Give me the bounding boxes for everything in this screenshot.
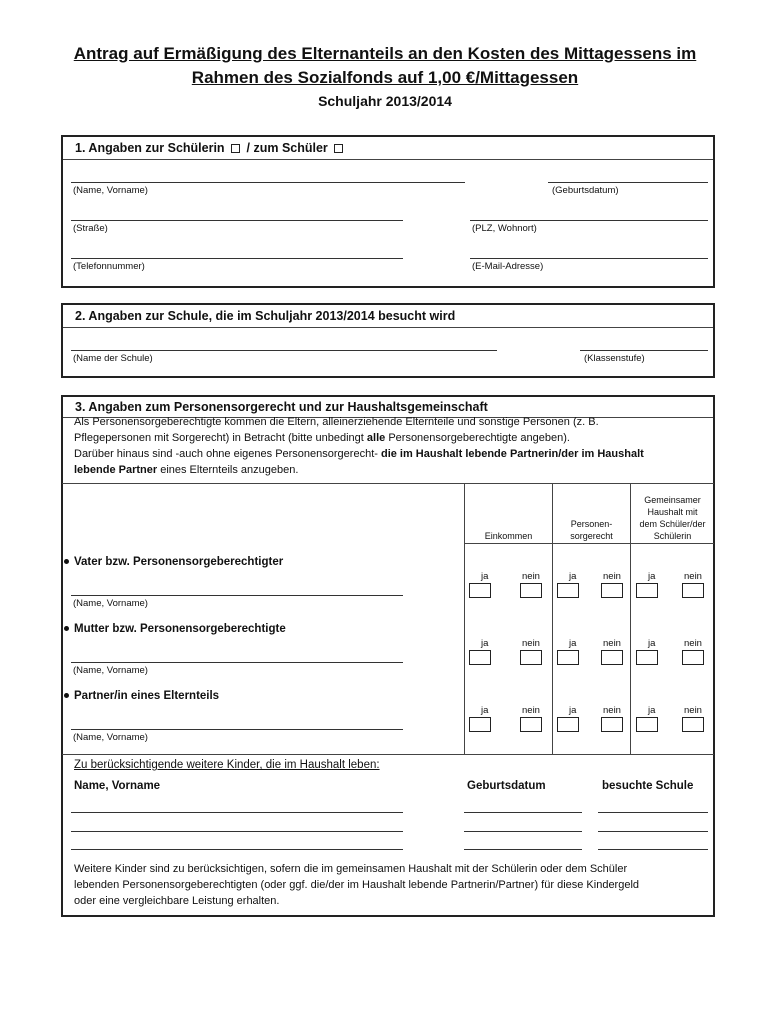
- intro-text: Darüber hinaus sind -auch ohne eigenes Personensorgerecht-: [74, 448, 381, 460]
- footer-note-line: oder eine vergleichbare Leistung erhalten.: [74, 895, 280, 907]
- footer-note-line: lebenden Personensorgeberechtigten (oder ggf. die/der im Haushalt lebende Partnerin/Partner) für diese Kindergeld: [74, 879, 640, 891]
- no-label: nein: [684, 638, 702, 649]
- children-heading: Zu berücksichtigende weitere Kinder, die im Haushalt leben:: [74, 759, 380, 771]
- yes-label: ja: [481, 705, 489, 716]
- child-name-field[interactable]: [71, 849, 403, 850]
- yes-label: ja: [648, 571, 656, 582]
- form-title-line1: Antrag auf Ermäßigung des Elternanteils an den Kosten des Mittagessens im: [73, 44, 697, 63]
- checkbox-income-no[interactable]: [520, 650, 542, 665]
- checkbox-household-no[interactable]: [682, 717, 704, 732]
- section-school-heading: 2. Angaben zur Schule, die im Schuljahr 2013/2014 besucht wird: [63, 305, 713, 328]
- checkbox-household-yes[interactable]: [636, 583, 658, 598]
- street-label: (Straße): [73, 223, 108, 234]
- child-dob-field[interactable]: [464, 812, 582, 813]
- intro-text: Personensorgeberechtigte angeben).: [385, 432, 570, 444]
- bullet-icon: [64, 559, 69, 564]
- intro-emphasis: alle: [366, 432, 386, 444]
- dob-field[interactable]: [548, 182, 708, 183]
- checkbox-income-yes[interactable]: [469, 717, 491, 732]
- section-student: [61, 135, 715, 288]
- children-col-school: besuchte Schule: [602, 780, 694, 792]
- children-col-dob: Geburtsdatum: [467, 780, 546, 792]
- child-dob-field[interactable]: [464, 849, 582, 850]
- children-footer-note: [74, 861, 710, 909]
- no-label: nein: [603, 638, 621, 649]
- person-row-label-text: Mutter bzw. Personensorgeberechtigte: [74, 623, 286, 635]
- class-field[interactable]: [580, 350, 708, 351]
- section-custody-heading: 3. Angaben zum Personensorgerecht und zur Haushaltsgemeinschaft: [63, 397, 713, 418]
- phone-label: (Telefonnummer): [73, 261, 145, 272]
- no-label: nein: [603, 571, 621, 582]
- col-custody-header-line: Personen-: [570, 519, 613, 529]
- col-household-header: [631, 494, 714, 542]
- children-col-name: Name, Vorname: [74, 780, 161, 792]
- yes-label: ja: [569, 571, 577, 582]
- intro-text: eines Elternteils anzugeben.: [157, 464, 299, 476]
- email-field[interactable]: [470, 258, 708, 259]
- checkbox-female[interactable]: [231, 144, 240, 153]
- bullet-icon: [64, 626, 69, 631]
- phone-field[interactable]: [71, 258, 403, 259]
- person-row-label: [64, 556, 283, 568]
- no-label: nein: [684, 571, 702, 582]
- col-household-header-line: dem Schüler/der: [639, 519, 706, 529]
- name-field[interactable]: [71, 182, 465, 183]
- school-name-label: (Name der Schule): [73, 353, 153, 364]
- child-name-field[interactable]: [71, 831, 403, 832]
- no-label: nein: [522, 571, 540, 582]
- col-income-header: Einkommen: [484, 531, 533, 541]
- no-label: nein: [603, 705, 621, 716]
- col-custody-header: [553, 518, 630, 542]
- plz-field[interactable]: [470, 220, 708, 221]
- form-title-line2: Rahmen des Sozialfonds auf 1,00 €/Mittagessen: [191, 68, 579, 87]
- child-name-field[interactable]: [71, 812, 403, 813]
- child-dob-field[interactable]: [464, 831, 582, 832]
- bullet-icon: [64, 693, 69, 698]
- person-row-label-text: Vater bzw. Personensorgeberechtigter: [74, 556, 284, 568]
- checkbox-income-no[interactable]: [520, 583, 542, 598]
- yes-label: ja: [569, 638, 577, 649]
- child-school-field[interactable]: [598, 812, 708, 813]
- person-name-label: (Name, Vorname): [73, 732, 148, 743]
- checkbox-household-no[interactable]: [682, 583, 704, 598]
- custody-intro: [74, 414, 710, 478]
- name-label: (Name, Vorname): [73, 185, 148, 196]
- street-field[interactable]: [71, 220, 403, 221]
- table-top-divider: [62, 483, 714, 484]
- dob-label: (Geburtsdatum): [552, 185, 619, 196]
- checkbox-income-yes[interactable]: [469, 583, 491, 598]
- yes-label: ja: [569, 705, 577, 716]
- yes-label: ja: [481, 571, 489, 582]
- col-custody-header-line: sorgerecht: [570, 531, 613, 541]
- plz-label: (PLZ, Wohnort): [472, 223, 537, 234]
- section-student-heading-sep: / zum Schüler: [246, 141, 328, 155]
- checkbox-household-yes[interactable]: [636, 650, 658, 665]
- table-bottom-divider: [62, 754, 714, 755]
- person-name-label: (Name, Vorname): [73, 598, 148, 609]
- intro-emphasis: lebende Partner: [74, 464, 158, 476]
- person-name-field[interactable]: [71, 729, 403, 730]
- person-row-label-text: Partner/in eines Elternteils: [74, 690, 220, 702]
- person-row-label: [64, 690, 219, 702]
- checkbox-household-no[interactable]: [682, 650, 704, 665]
- school-name-field[interactable]: [71, 350, 497, 351]
- checkbox-income-no[interactable]: [520, 717, 542, 732]
- checkbox-custody-yes[interactable]: [557, 650, 579, 665]
- no-label: nein: [522, 638, 540, 649]
- section-school: [61, 303, 715, 378]
- intro-emphasis: die im Haushalt lebende Partnerin/der im Haushalt: [380, 448, 644, 460]
- checkbox-custody-no[interactable]: [601, 583, 623, 598]
- checkbox-custody-yes[interactable]: [557, 583, 579, 598]
- checkbox-income-yes[interactable]: [469, 650, 491, 665]
- person-name-field[interactable]: [71, 595, 403, 596]
- child-school-field[interactable]: [598, 849, 708, 850]
- intro-text: Pflegepersonen mit Sorgerecht) in Betracht (bitte unbedingt: [74, 432, 367, 444]
- no-label: nein: [522, 705, 540, 716]
- col-household-header-line: Schülerin: [653, 531, 692, 541]
- checkbox-male[interactable]: [334, 144, 343, 153]
- custody-intro-line1: Als Personensorgeberechtigte kommen die Eltern, alleinerziehende Elternteile und sonstige Personen (z. B.: [74, 416, 599, 428]
- custody-intro-line3: [74, 446, 710, 462]
- yes-label: ja: [648, 638, 656, 649]
- checkbox-household-yes[interactable]: [636, 717, 658, 732]
- email-label: (E-Mail-Adresse): [472, 261, 544, 272]
- person-row-label: [64, 623, 286, 635]
- checkbox-custody-no[interactable]: [601, 717, 623, 732]
- yes-label: ja: [648, 705, 656, 716]
- school-year: Schuljahr 2013/2014: [318, 93, 452, 109]
- section-student-heading: [63, 137, 713, 160]
- footer-note-line: Weitere Kinder sind zu berücksichtigen, sofern die im gemeinsamen Haushalt mit der Schülerin oder dem Schüler: [74, 863, 628, 875]
- custody-intro-line4: [74, 462, 710, 478]
- person-name-field[interactable]: [71, 662, 403, 663]
- col-household-header-line: Gemeinsamer: [644, 495, 701, 505]
- yes-label: ja: [481, 638, 489, 649]
- child-school-field[interactable]: [598, 831, 708, 832]
- no-label: nein: [684, 705, 702, 716]
- class-label: (Klassenstufe): [584, 353, 645, 364]
- col-divider: [464, 483, 465, 754]
- col-header-divider: [464, 543, 714, 544]
- section-student-heading-prefix: 1. Angaben zur Schülerin: [75, 141, 225, 155]
- checkbox-custody-no[interactable]: [601, 650, 623, 665]
- checkbox-custody-yes[interactable]: [557, 717, 579, 732]
- custody-intro-line2: [74, 430, 710, 446]
- person-name-label: (Name, Vorname): [73, 665, 148, 676]
- col-household-header-line: Haushalt mit: [647, 507, 698, 517]
